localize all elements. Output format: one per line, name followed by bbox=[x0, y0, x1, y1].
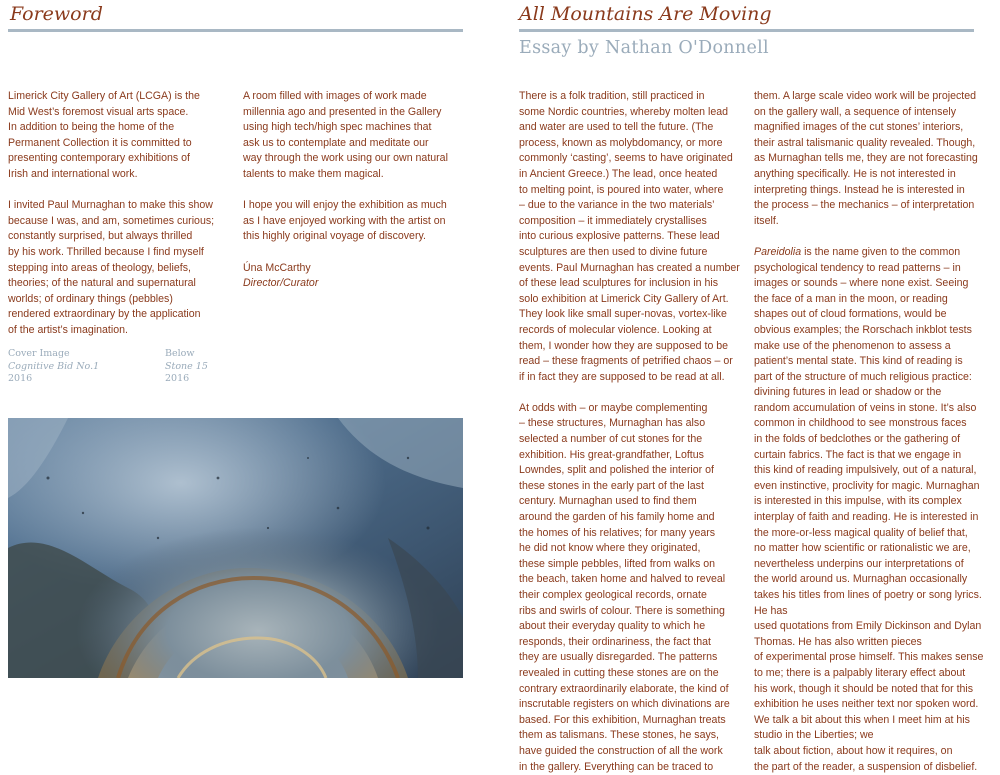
left-title-rule bbox=[8, 29, 463, 32]
stone-15-photograph bbox=[8, 418, 463, 678]
essay-column-2 bbox=[754, 89, 990, 775]
foreword-column-2 bbox=[243, 89, 468, 292]
essay-title: All Mountains Are Moving bbox=[519, 3, 772, 25]
caption-cover-image bbox=[8, 348, 99, 386]
caption-year: 2016 bbox=[8, 373, 33, 384]
essay-paragraph-3: them. A large scale video work will be projected on the gallery wall, a sequence of intensely magnified images of the cut stones’ interiors, their astral talismanic quality revealed. Though, as Murnaghan tells me, they are not forecasting anything specifically. He is not interested in interpreting things. Instead he is interested in the process – the mechanics – of interpretation itself. bbox=[754, 90, 978, 227]
signature-role: Director/Curator bbox=[243, 277, 319, 290]
signature bbox=[243, 261, 468, 292]
foreword-paragraph-2: I invited Paul Murnaghan to make this show because I was, and am, sometimes curious; constantly surprised, but always thrilled by his work. Thrilled because I find myself stepping into areas of theology, beliefs, theories; of the natural and supernatural worlds; of ordinary things (pebbles) rendered extraordinary by the application of the artist’s imagination. bbox=[8, 199, 215, 336]
foreword-paragraph-1: Limerick City Gallery of Art (LCGA) is the Mid West’s foremost visual arts space. In addition to being the home of the Permanent Collection it is committed to presenting contemporary exhibitions of Irish and international work. bbox=[8, 90, 200, 180]
essay-subtitle: Essay by Nathan O'Donnell bbox=[519, 38, 769, 58]
foreword-paragraph-3: A room filled with images of work made millennia ago and presented in the Gallery using high tech/high spec machines that ask us to contemplate and meditate our way through the work using our own natural talents to make them magical. bbox=[243, 90, 448, 180]
foreword-title: Foreword bbox=[10, 3, 103, 25]
foreword-paragraph-4: I hope you will enjoy the exhibition as much as I have enjoyed working with the artist on this highly original voyage of discovery. bbox=[243, 199, 447, 243]
caption-label: Cover Image bbox=[8, 348, 70, 359]
pareidolia-term: Pareidolia bbox=[754, 245, 802, 258]
signature-name: Úna McCarthy bbox=[243, 261, 311, 274]
caption-below bbox=[165, 348, 208, 386]
stone-image-svg bbox=[8, 418, 463, 678]
right-title-rule bbox=[519, 29, 974, 32]
essay-column-1 bbox=[519, 89, 747, 775]
essay-paragraph-2: At odds with – or maybe complementing – these structures, Murnaghan has also selected a number of cut stones for the exhibition. His great-grandfather, Loftus Lowndes, split and polished the interior of these stones in the early part of the last century. Murnaghan used to find them around the garden of his family home and the homes of his relatives; for many years he did not know where they originated, these simple pebbles, lifted from walks on the beach, taken home and halved to reveal their complex geological records, ornate ribs and swirls of colour. There is something about their everyday quality to which he responds, their ordinariness, the fact that they are usually disregarded. The patterns revealed in cutting these stones are on the contrary extraordinarily elaborate, the kind of inscrutable registers on which divinations are based. For this exhibition, Murnaghan treats them as talismans. These stones, he says, have guided the construction of all the work in the gallery. Everything can be traced to bbox=[519, 401, 730, 773]
caption-title: Cognitive Bid No.1 bbox=[8, 360, 100, 372]
caption-label: Below bbox=[165, 348, 195, 359]
essay-paragraph-1: There is a folk tradition, still practiced in some Nordic countries, whereby molten lead and water are used to tell the future. (The process, known as molybdomancy, or more commonly ‘casting’, seems to have originated in Ancient Greece.) The lead, once heated to melting point, is poured into water, where – due to the variance in the two materials’ composition – it immediately crystallises into curious explosive patterns. These lead sculptures are then used to divine future events. Paul Murnaghan has created a number of these lead sculptures for inclusion in his solo exhibition at Limerick City Gallery of Art. They look like small super-novas, vortex-like records of molecular violence. Looking at them, I wonder how they are supposed to be read – these fragments of petrified chaos – or if in fact they are supposed to be read at all. bbox=[519, 90, 740, 383]
foreword-column-1 bbox=[8, 89, 233, 354]
essay-paragraph-4: Pareidolia is the name given to the common psychological tendency to read patterns – in images or sounds – where none exist. Seeing the face of a man in the moon, or reading shapes out of cloud formations, would be obvious examples; the Rorschach inkblot tests make use of the phenomenon to assess a patient’s mental state. This kind of reading is part of the structure of much religious practice: divining futures in lead or shadow or the random accumulation of veins in stone. It’s also common in childhood to see monstrous faces in the folds of bedclothes or the gathering of curtain fabrics. The fact is that we engage in this kind of reading impulsively, out of a natural, even instinctive, proclivity for magic. Murnaghan is interested in this impulse, with its complex interplay of faith and reading. He is interested in the more-or-less magical quality of belief that, no matter how scientific or rationalistic we are, nevertheless underpins our interpretations of the world around us. Murnaghan occasionally takes his titles from lines of poetry or song lyrics. He has used quotations from Emily Dickinson and Dylan Thomas. He has also written pieces of experimental prose himself. This makes sense to me; there is a palpably literary effect about his work, though it should be noted that for this exhibition he uses neither text nor spoken word. We talk a bit about this when I meet him at his studio in the Liberties; we talk about fiction, about how it requires, on the part of the reader, a suspension of disbelief. bbox=[754, 245, 984, 773]
caption-year: 2016 bbox=[165, 373, 190, 384]
caption-title: Stone 15 bbox=[165, 360, 208, 372]
